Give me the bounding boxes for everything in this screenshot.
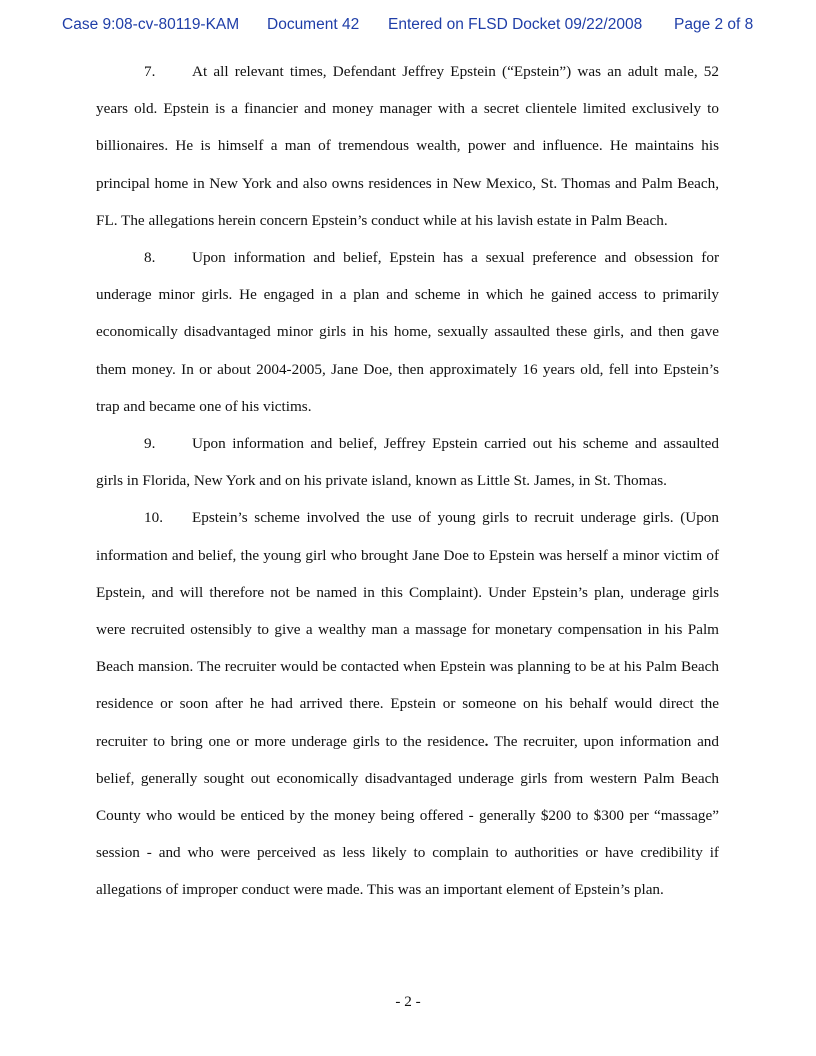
paragraph-text: Upon information and belief, Jeffrey Epstein carried out his scheme and assaulted girls in Florida, New York and on his private island, known as Little St. James, in St. Thomas. (96, 435, 719, 490)
paragraph-number: 9. (144, 435, 156, 453)
bold-period: . (484, 732, 489, 750)
paragraph-text: Epstein’s scheme involved the use of young girls to recruit underage girls. (Upon information and belief, the young girl who brought Jane Doe to Epstein was herself a minor victim of Epstein, and will therefore not be named in this Complaint). Under Epstein’s plan, underage girls were recruited ostensibly to give a wealthy man a massage for monetary compensation in his Palm Beach mansion. The recruiter would be contacted when Epstein was planning to be at his Palm Beach residence or soon after he had arrived there. Epstein or someone on his behalf would direct the recruiter to bring one or more underage girls to the residence (96, 509, 719, 750)
docket-entry-date: Entered on FLSD Docket 09/22/2008 (388, 16, 643, 33)
document-number: Document 42 (267, 16, 360, 33)
paragraph-number: 7. (144, 63, 156, 80)
paragraph-number: 8. (144, 249, 156, 267)
paragraph-text: Upon information and belief, Epstein has a sexual preference and obsession for underage minor girls. He engaged in a plan and scheme in which he gained access to primarily economically disadvantaged minor girls in his home, sexually assaulted these girls, and then gave them money. In or about 2004-2005, Jane Doe, then approximately 16 years old, fell into Epstein’s trap and became one of his victims. (96, 249, 719, 415)
page-number-footer: - 2 - (395, 993, 421, 1010)
case-number: Case 9:08-cv-80119-KAM (62, 16, 240, 33)
docket-header (62, 16, 762, 38)
paragraph-8 (96, 239, 719, 425)
paragraph-10 (96, 499, 719, 908)
paragraph-9 (96, 425, 719, 499)
paragraph-text: At all relevant times, Defendant Jeffrey Epstein (“Epstein”) was an adult male, 52 years old. Epstein is a financier and money manager with a secret clientele limited exclusively to billionaires. He is himself a man of tremendous wealth, power and influence. He maintains his principal home in New York and also owns residences in New Mexico, St. Thomas and Palm Beach, FL. The allegations herein concern Epstein’s conduct while at his lavish estate in Palm Beach. (96, 63, 719, 229)
page-count: Page 2 of 8 (674, 16, 754, 33)
paragraph-text-continued: The recruiter, upon information and belief, generally sought out economically disadvantaged underage girls from western Palm Beach County who would be enticed by the money being offered - generally $200 to $300 per “massage” session - and who were perceived as less likely to complain to authorities or have credibility if allegations of improper conduct were made. This was an important element of Epstein’s plan. (96, 732, 719, 899)
paragraph-7 (96, 53, 719, 239)
paragraph-number: 10. (144, 509, 163, 527)
complaint-body (96, 53, 719, 909)
